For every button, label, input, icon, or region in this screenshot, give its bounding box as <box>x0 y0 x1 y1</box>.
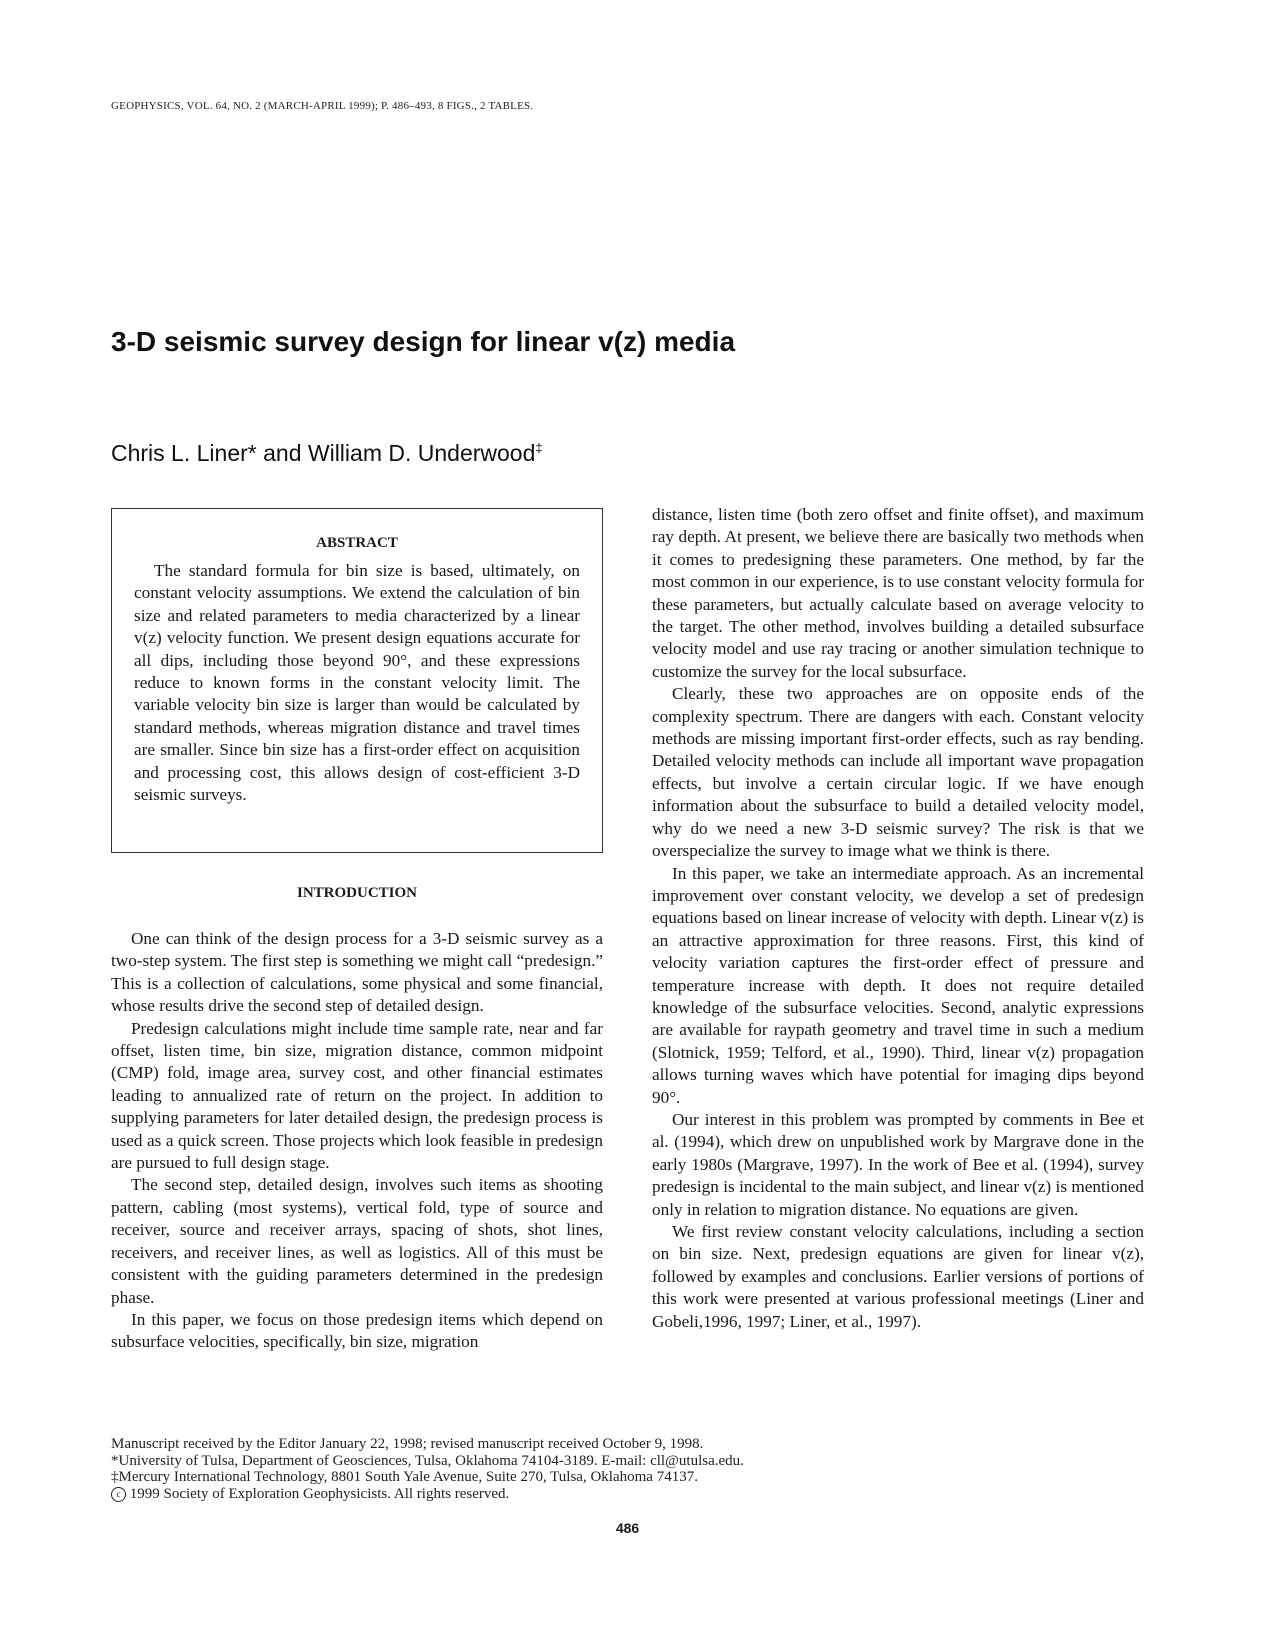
paragraph: Predesign calculations might include time sample rate, near and far offset, listen time, bin size, migration distance, common midpoint (CMP) fold, image area, survey cost, and other financial estimates leading to annualized rate of return on the project. In addition to supplying parameters for later detailed design, the predesign process is used as a quick screen. Those projects which look feasible in predesign are pursued to full design stage. <box>111 1018 603 1173</box>
paragraph-continued: distance, listen time (both zero offset and finite offset), and maximum ray depth. At present, we believe there are basically two methods when it comes to predesigning these parameters. One method, by far the most common in our experience, is to use constant velocity formula for these parameters, but actually calculate based on average velocity to the target. The other method, involves building a detailed subsurface velocity model and use ray tracing or another simulation technique to customize the survey for the local subsurface. <box>652 505 1144 681</box>
copyright-icon: c <box>111 1487 126 1502</box>
paragraph: We first review constant velocity calculations, including a section on bin size. Next, predesign equations are given for linear v(z), followed by examples and conclusions. Earlier versions of portions of this work were presented at various professional meetings (Liner and Gobeli,1996, 1997; Liner, et al., 1997). <box>652 1222 1144 1331</box>
abstract-box <box>111 508 603 853</box>
journal-citation: GEOPHYSICS, VOL. 64, NO. 2 (MARCH-APRIL 1999); P. 486–493, 8 FIGS., 2 TABLES. <box>111 100 534 112</box>
page-number: 486 <box>615 1520 640 1536</box>
abstract-heading: ABSTRACT <box>316 535 398 551</box>
right-column <box>652 504 1144 1333</box>
paragraph: One can think of the design process for a 3-D seismic survey as a two-step system. The first step is something we might call “predesign.” This is a collection of calculations, some physical and some financial, whose results drive the second step of detailed design. <box>111 929 603 1016</box>
introduction-heading: INTRODUCTION <box>296 885 417 901</box>
paragraph: The second step, detailed design, involves such items as shooting pattern, cabling (most systems), vertical fold, type of source and receiver, source and receiver arrays, spacing of shots, shot lines, receivers, and receiver lines, as well as logistics. All of this must be consistent with the guiding parameters determined in the predesign phase. <box>111 1175 603 1307</box>
paragraph: Clearly, these two approaches are on opposite ends of the complexity spectrum. There are dangers with each. Constant velocity methods are missing important first-order effects, such as ray bending. Detailed velocity methods can include all important wave propagation effects, but involve a certain circular logic. If we have enough information about the subsurface to build a detailed velocity model, why do we need a new 3-D seismic survey? The risk is that we overspecialize the survey to image what we think is there. <box>652 684 1144 861</box>
paragraph: In this paper, we focus on those predesign items which depend on subsurface velocities, specifically, bin size, migration <box>111 1309 603 1352</box>
paragraph: In this paper, we take an intermediate approach. As an incremental improvement over constant velocity, we develop a set of predesign equations based on linear increase of velocity with depth. Linear v(z) is an attractive approximation for three reasons. First, this kind of velocity variation captures the first-order effect of pressure and temperature increase with depth. It does not require detailed knowledge of the subsurface velocities. Second, analytic expressions are available for raypath geometry and travel time in such a medium (Slotnick, 1959; Telford, et al., 1990). Third, linear v(z) propagation allows turning waves which have potential for imaging dips beyond 90°. <box>652 863 1144 1107</box>
affiliation-note: *University of Tulsa, Department of Geosciences, Tulsa, Oklahoma 74104-3189. E-mail: cll@utulsa.edu. <box>111 1452 744 1469</box>
author-affil-mark: ‡ <box>535 440 543 456</box>
left-column <box>111 885 603 1354</box>
footnotes <box>111 1436 911 1502</box>
abstract-text: The standard formula for bin size is based, ultimately, on constant velocity assumptions. We extend the calculation of bin size and related parameters to media characterized by a linear v(z) velocity function. We present design equations accurate for all dips, including those beyond 90°, and these expressions reduce to known forms in the constant velocity limit. The variable velocity bin size is larger than would be calculated by standard methods, whereas migration distance and travel times are smaller. Since bin size has a first-order effect on acquisition and processing cost, this allows design of cost-efficient 3-D seismic surveys. <box>134 561 580 805</box>
paper-title: 3-D seismic survey design for linear v(z) media <box>111 326 736 357</box>
author-list <box>111 440 543 467</box>
affiliation-note: ‡Mercury International Technology, 8801 South Yale Avenue, Suite 270, Tulsa, Oklahoma 74137. <box>111 1469 698 1485</box>
copyright-note <box>111 1486 911 1503</box>
author-names: Chris L. Liner* and William D. Underwood <box>111 440 536 466</box>
paragraph: Our interest in this problem was prompted by comments in Bee et al. (1994), which drew on unpublished work by Margrave done in the early 1980s (Margrave, 1997). In the work of Bee et al. (1994), survey predesign is incidental to the main subject, and linear v(z) is mentioned only in relation to migration distance. No equations are given. <box>652 1109 1144 1219</box>
copyright-text: 1999 Society of Exploration Geophysicists. All rights reserved. <box>129 1485 510 1502</box>
received-note: Manuscript received by the Editor January 22, 1998; revised manuscript received October 9, 1998. <box>111 1436 704 1452</box>
